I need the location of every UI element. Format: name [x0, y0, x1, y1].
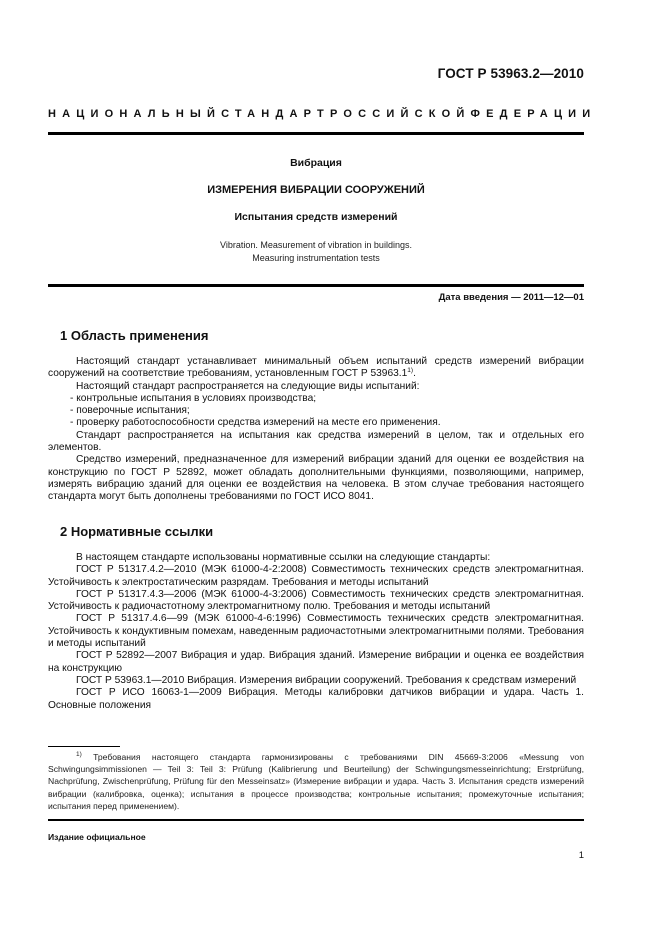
list-item: - проверку работоспособности средства измерений на месте его применения. — [70, 417, 441, 429]
paragraph: Настоящий стандарт устанавливает минимальный объем испытаний средств измерений вибрации сооружений на соответствие требованиям, установленным ГОСТ Р 53963.1$^{1)}$. — [48, 356, 584, 380]
title-bottom-rule — [48, 284, 584, 287]
reference-item: ГОСТ Р 51317.4.3—2006 (МЭК 61000-4-3:2006) Совместимость технических средств электромагнитная. Устойчивость к радиочастотному электромагнитному полю. Требования и методы испытаний — [48, 588, 584, 613]
footnote-text: $^{1)}$ Требования настоящего стандарта гармонизированы с требованиями DIN 45669-3:2006 «Messung von Schwingungsimmissionen — Teil 3: Teil 3: Prüfung (Kalibrierung und Beurteilung) der Schwingungsmesseinrichtung; Erstprüfung, Nachprüfung, Zwischenprüfung, Prüfung für den Messeinsatz» (Измерение вибрации и удара. Часть 3. Испытания средств измерений вибрации (калибровка, оценка); испытания в процессе производства; контрольные испытания; промежуточные испытания; испытания перед применением). — [48, 751, 584, 811]
footnote-ref[interactable]: 1) — [407, 367, 414, 375]
edition-label: Издание официальное — [48, 832, 146, 842]
main-title: ИЗМЕРЕНИЯ ВИБРАЦИИ СООРУЖЕНИЙ — [207, 184, 425, 196]
section-2-heading: 2 Нормативные ссылки — [60, 524, 214, 539]
banner-word: СТАНДАРТ — [221, 108, 330, 120]
english-title-line: Measuring instrumentation tests — [252, 253, 380, 263]
reference-item: ГОСТ Р 51317.4.2—2010 (МЭК 61000-4-2:2008) Совместимость технических средств электромагнитная. Устойчивость к электростатическим разрядам. Требования и методы испытаний — [48, 564, 584, 588]
topic-title: Вибрация — [290, 157, 342, 169]
effective-date: Дата введения — 2011—12—01 — [438, 292, 584, 303]
section-1-heading: 1 Область применения — [60, 328, 209, 343]
reference-item: ГОСТ Р 51317.4.6—99 (МЭК 61000-4-6:1996) Совместимость технических средств электромагнитная. Устойчивость к кондуктивным помехам, наведенным радиочастотными электромагнитными полями. Требования и методы испытаний — [48, 613, 584, 650]
footnote-marker: 1) — [76, 751, 82, 758]
top-rule — [48, 132, 584, 135]
reference-item: ГОСТ Р 53963.1—2010 Вибрация. Измерения вибрации сооружений. Требования к средствам измерений — [76, 674, 577, 686]
section-2-body — [48, 552, 584, 712]
paragraph: Стандарт распространяется на испытания как средства измерений в целом, так и отдельных его элементов. — [48, 429, 584, 454]
reference-item: ГОСТ Р 52892—2007 Вибрация и удар. Вибрация зданий. Измерение вибрации и оценка ее воздействия на конструкцию — [48, 650, 584, 674]
paragraph: В настоящем стандарте использованы нормативные ссылки на следующие стандарты: — [76, 552, 491, 563]
section-1-body — [48, 356, 584, 504]
banner-word: НАЦИОНАЛЬНЫЙ — [48, 108, 222, 120]
list-item: - контрольные испытания в условиях производства; — [70, 392, 317, 404]
footer-rule — [48, 819, 584, 821]
page-number: 1 — [578, 850, 584, 861]
paragraph: Средство измерений, предназначенное для измерений вибрации зданий для оценки ее воздействия на конструкцию по ГОСТ Р 52892, может обладать дополнительными функциями, позволяющими, например, измерять вибрацию зданий для оценки ее воздействия на человека. В этом случае требования настоящего стандарта могут быть дополнены требованиями по ГОСТ ИСО 8041. — [48, 454, 584, 503]
reference-item: ГОСТ Р ИСО 16063-1—2009 Вибрация. Методы калибровки датчиков вибрации и удара. Часть 1. Основные положения — [48, 687, 584, 711]
english-title — [48, 239, 584, 265]
banner-word: РОССИЙСКОЙ — [329, 108, 471, 120]
english-title-line: Vibration. Measurement of vibration in buildings. — [220, 240, 412, 250]
paragraph: Настоящий стандарт распространяется на следующие виды испытаний: — [76, 380, 420, 392]
national-standard-banner — [48, 108, 597, 120]
document-code: ГОСТ Р 53963.2—2010 — [437, 66, 584, 81]
footnote-separator — [48, 746, 120, 747]
subtitle: Испытания средств измерений — [234, 211, 398, 223]
banner-word: ФЕДЕРАЦИИ — [470, 108, 597, 120]
footnote — [48, 751, 584, 812]
list-item: - поверочные испытания; — [70, 405, 190, 417]
